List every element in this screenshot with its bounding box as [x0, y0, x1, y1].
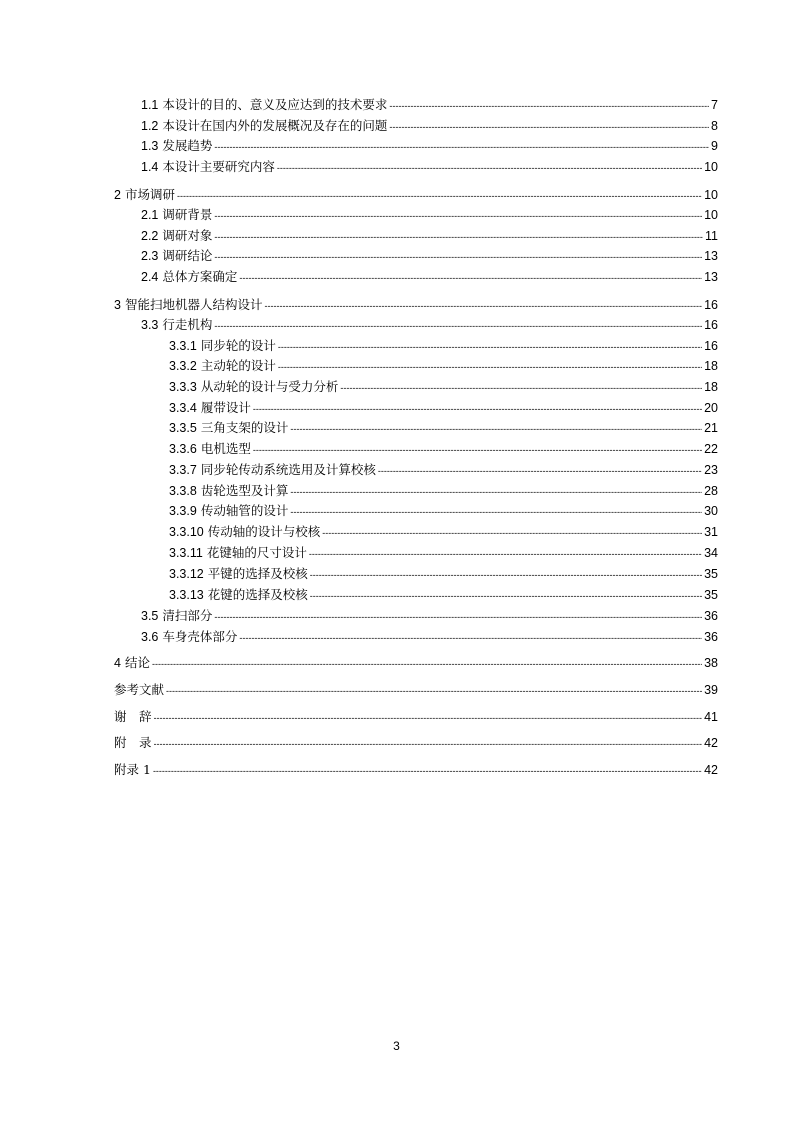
toc-title: 从动轮的设计与受力分析 [200, 379, 339, 394]
toc-leader [166, 683, 702, 699]
toc-title: 总体方案确定 [162, 269, 238, 284]
toc-entry-3-3-8[interactable] [169, 483, 718, 500]
toc-leader [214, 318, 702, 334]
toc-number: 1.1 [141, 98, 159, 112]
toc-entry-3[interactable] [114, 297, 718, 314]
toc-leader [389, 98, 709, 114]
toc-title: 本设计主要研究内容 [162, 159, 275, 174]
toc-leader [153, 763, 702, 779]
toc-page: 35 [704, 567, 718, 581]
toc-page: 10 [704, 208, 718, 222]
toc-page: 42 [704, 736, 718, 750]
toc-page: 18 [704, 380, 718, 394]
page-number: 3 [393, 1039, 400, 1053]
toc-number: 3.6 [141, 630, 159, 644]
toc-leader [310, 588, 702, 604]
toc-number: 3.3.12 [169, 567, 204, 581]
toc-page: 9 [711, 139, 718, 153]
toc-entry-4[interactable] [114, 655, 718, 672]
toc-page: 16 [704, 318, 718, 332]
toc-page: 38 [704, 656, 718, 670]
toc-page: 13 [704, 270, 718, 284]
toc-entry-2-4[interactable] [141, 269, 718, 286]
toc-page: 42 [704, 763, 718, 777]
toc-page: 7 [711, 98, 718, 112]
toc-number: 1.4 [141, 160, 159, 174]
toc-title: 结论 [124, 655, 150, 670]
toc-entry-3-5[interactable] [141, 608, 718, 625]
toc-leader [290, 504, 702, 520]
toc-entry-references[interactable] [114, 682, 718, 699]
toc-entry-1-2[interactable] [141, 118, 718, 135]
toc-entry-3-6[interactable] [141, 629, 718, 646]
toc-entry-1-3[interactable] [141, 138, 718, 155]
toc-page: 39 [704, 683, 718, 697]
toc-page: 11 [705, 229, 718, 243]
toc-title: 同步轮的设计 [200, 338, 276, 353]
toc-leader [310, 567, 702, 583]
toc-number: 3.3.6 [169, 442, 197, 456]
toc-leader [278, 359, 702, 375]
toc-entry-3-3[interactable] [141, 317, 718, 334]
toc-number: 3 [114, 298, 121, 312]
toc-title: 花键的选择及校核 [207, 587, 308, 602]
toc-title: 电机选型 [200, 441, 251, 456]
toc-number: 1.2 [141, 119, 159, 133]
toc-title: 平键的选择及校核 [207, 566, 308, 581]
toc-leader [214, 139, 709, 155]
toc-page: 8 [711, 119, 718, 133]
toc-leader [214, 609, 702, 625]
toc-number: 3.3.5 [169, 421, 197, 435]
toc-entry-3-3-4[interactable] [169, 400, 718, 417]
toc-leader [154, 710, 703, 726]
toc-entry-3-3-9[interactable] [169, 503, 718, 520]
toc-page: 22 [704, 442, 718, 456]
toc-leader [239, 630, 702, 646]
toc-number: 3.5 [141, 609, 159, 623]
toc-leader [277, 160, 702, 176]
toc-page: 21 [704, 421, 718, 435]
toc-number: 3.3.8 [169, 484, 197, 498]
toc-title: 行走机构 [162, 317, 213, 332]
toc-number: 3.3.3 [169, 380, 197, 394]
toc-leader [177, 188, 702, 204]
toc-entry-appendix-1[interactable] [114, 762, 718, 779]
toc-entry-2-1[interactable] [141, 207, 718, 224]
toc-page: 10 [704, 160, 718, 174]
toc-number: 3.3.4 [169, 401, 197, 415]
toc-title: 主动轮的设计 [200, 358, 276, 373]
toc-entry-2-2[interactable] [141, 228, 718, 245]
toc-number: 2.1 [141, 208, 159, 222]
toc-number: 1.3 [141, 139, 159, 153]
toc-leader [322, 525, 702, 541]
toc-title: 传动轴的设计与校核 [207, 524, 321, 539]
toc-title: 本设计在国内外的发展概况及存在的问题 [162, 118, 388, 133]
toc-title: 附录 1 [114, 762, 151, 777]
toc-title: 花键轴的尺寸设计 [206, 545, 307, 560]
toc-entry-3-3-1[interactable] [169, 338, 718, 355]
toc-title: 附 录 [114, 735, 152, 750]
toc-entry-1-4[interactable] [141, 159, 718, 176]
toc-title: 谢 辞 [114, 709, 152, 724]
toc-entry-2-3[interactable] [141, 248, 718, 265]
toc-entry-1-1[interactable] [141, 97, 718, 114]
toc-leader [290, 421, 702, 437]
toc-title: 齿轮选型及计算 [200, 483, 289, 498]
toc-leader [340, 380, 702, 396]
toc-number: 2.2 [141, 229, 159, 243]
toc-entry-3-3-10[interactable] [169, 524, 718, 541]
toc-page: 20 [704, 401, 718, 415]
toc-title: 车身壳体部分 [162, 629, 238, 644]
toc-page: 30 [704, 504, 718, 518]
toc-entry-2[interactable] [114, 187, 718, 204]
toc-number: 2.4 [141, 270, 159, 284]
toc-title: 三角支架的设计 [200, 420, 289, 435]
toc-entry-3-3-13[interactable] [169, 587, 718, 604]
toc-leader [152, 656, 702, 672]
toc-page: 16 [704, 339, 718, 353]
toc-entry-3-3-2[interactable] [169, 358, 718, 375]
toc-leader [309, 546, 702, 562]
toc-leader [214, 249, 702, 265]
toc-leader [214, 208, 702, 224]
toc-page: 35 [704, 588, 718, 602]
toc-leader [290, 484, 702, 500]
toc-number: 2 [114, 188, 121, 202]
toc-page: 41 [704, 710, 718, 724]
toc-page: 16 [704, 298, 718, 312]
toc-number: 3.3.2 [169, 359, 197, 373]
toc-title: 调研结论 [162, 248, 213, 263]
toc-entry-acknowledgements[interactable] [114, 709, 718, 726]
toc-entry-3-3-12[interactable] [169, 566, 718, 583]
toc-number: 3.3.1 [169, 339, 197, 353]
toc-title: 同步轮传动系统选用及计算校核 [200, 462, 376, 477]
toc-leader [214, 229, 703, 245]
toc-page: 23 [704, 463, 718, 477]
toc-title: 市场调研 [124, 187, 175, 202]
toc-number: 3.3.10 [169, 525, 204, 539]
toc-leader [253, 401, 702, 417]
toc-number: 3.3.11 [169, 546, 203, 560]
toc-leader [239, 270, 702, 286]
toc-entry-3-3-3[interactable] [169, 379, 718, 396]
toc-number: 3.3.7 [169, 463, 197, 477]
toc-number: 3.3.9 [169, 504, 197, 518]
toc-number: 4 [114, 656, 121, 670]
toc-title: 清扫部分 [162, 608, 213, 623]
toc-page: 36 [704, 630, 718, 644]
toc-title: 发展趋势 [162, 138, 213, 153]
toc-title: 参考文献 [114, 682, 165, 697]
toc-page: 18 [704, 359, 718, 373]
toc-entry-3-3-5[interactable] [169, 420, 718, 437]
toc-entry-3-3-11[interactable] [169, 545, 718, 562]
toc-leader [378, 463, 702, 479]
toc-page: 10 [704, 188, 718, 202]
toc-entry-appendix[interactable] [114, 735, 718, 752]
toc-leader [154, 736, 703, 752]
toc-number: 2.3 [141, 249, 159, 263]
toc-leader [253, 442, 702, 458]
toc-title: 调研对象 [162, 228, 213, 243]
toc-title: 履带设计 [200, 400, 251, 415]
toc-page: 13 [704, 249, 718, 263]
toc-page: 36 [704, 609, 718, 623]
toc-leader [264, 298, 702, 314]
toc-page: 28 [704, 484, 718, 498]
toc-title: 智能扫地机器人结构设计 [124, 297, 263, 312]
toc-leader [278, 339, 702, 355]
toc-page: 31 [704, 525, 718, 539]
toc-page: 34 [704, 546, 718, 560]
toc-title: 传动轴管的设计 [200, 503, 289, 518]
toc-entry-3-3-6[interactable] [169, 441, 718, 458]
toc-number: 3.3.13 [169, 588, 204, 602]
toc-entry-3-3-7[interactable] [169, 462, 718, 479]
toc-title: 本设计的目的、意义及应达到的技术要求 [162, 97, 388, 112]
toc-leader [389, 119, 709, 135]
toc-number: 3.3 [141, 318, 159, 332]
toc-title: 调研背景 [162, 207, 213, 222]
